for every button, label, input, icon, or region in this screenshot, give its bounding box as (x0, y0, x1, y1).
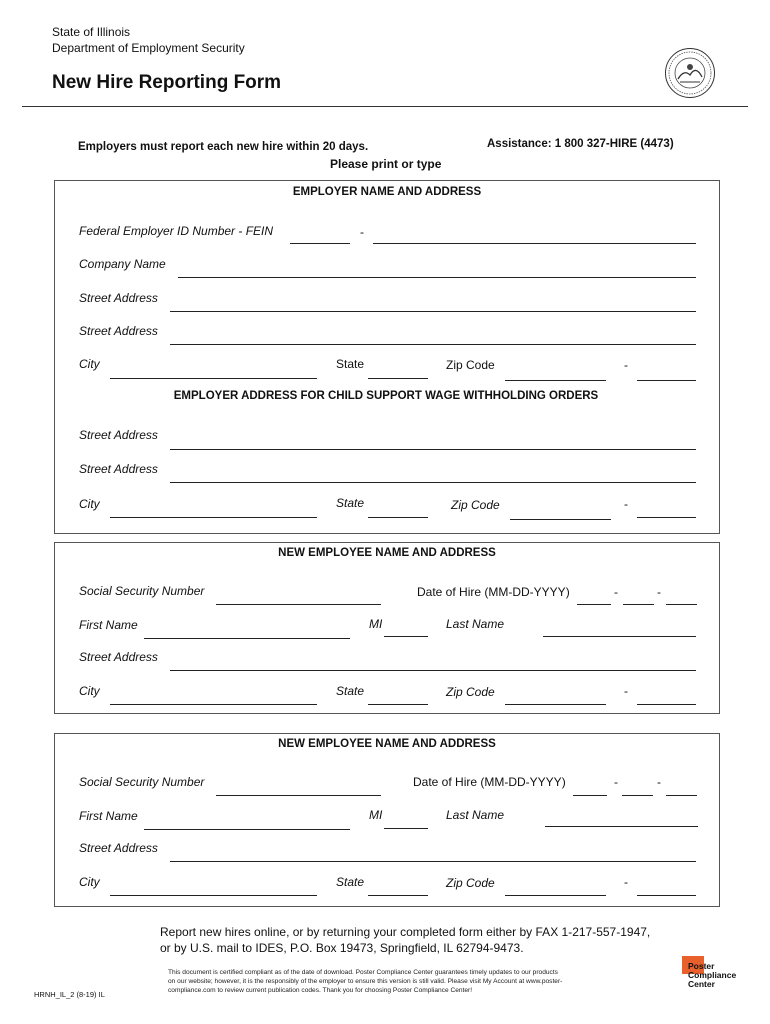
employee-city-label-1: City (79, 684, 100, 698)
child-support-heading: EMPLOYER ADDRESS FOR CHILD SUPPORT WAGE WITHHOLDING ORDERS (173, 390, 599, 402)
fein-suffix-field[interactable] (373, 243, 696, 244)
submission-instructions-line1: Report new hires online, or by returning your completed form either by FAX 1-217-557-1947, (160, 925, 651, 939)
employee-city-field-2[interactable] (110, 895, 317, 896)
ssn-field-1[interactable] (216, 604, 381, 605)
employee-state-field-2[interactable] (368, 895, 428, 896)
child-city-label: City (79, 497, 100, 511)
employee-street-field-2[interactable] (170, 861, 696, 862)
disclaimer-line3: compliance.com to review current publication codes. Thank you for choosing Poster Compliance Center! (168, 987, 473, 994)
employee-city-field-1[interactable] (110, 704, 317, 705)
last-name-field-2[interactable] (545, 826, 698, 827)
header-rule (22, 106, 748, 107)
city-field[interactable] (110, 378, 317, 379)
employee-city-label-2: City (79, 875, 100, 889)
employee-zip-label-1: Zip Code (446, 685, 495, 699)
employee-street-label-1: Street Address (79, 650, 158, 664)
street-address-2-field[interactable] (170, 344, 696, 345)
assistance-phone: Assistance: 1 800 327-HIRE (4473) (487, 138, 674, 150)
state-label: State (336, 357, 365, 371)
poster-compliance-logo (682, 956, 742, 1006)
hire-day-field-1[interactable] (623, 604, 654, 605)
form-title: New Hire Reporting Form (52, 72, 282, 93)
company-name-field[interactable] (178, 277, 696, 278)
employee-zip-dash-1: - (624, 684, 628, 698)
child-street-address-2-label: Street Address (79, 462, 158, 476)
employee-zip-field-2[interactable] (505, 895, 606, 896)
disclaimer-line2: on our website; however, it is the responsibly of the employer to ensure this version is still valid. Please visit My Account at www.poster- (168, 978, 563, 985)
employee-street-field-1[interactable] (170, 670, 696, 671)
state-name: State of Illinois (52, 25, 131, 39)
first-name-field-1[interactable] (144, 638, 350, 639)
logo-line2: Compliance (688, 970, 737, 980)
employee-zip-extension-field-2[interactable] (637, 895, 696, 896)
child-state-field[interactable] (368, 517, 428, 518)
zip-dash: - (624, 358, 628, 372)
fein-dash: - (360, 225, 364, 239)
street-address-label: Street Address (79, 291, 158, 305)
company-name-label: Company Name (79, 257, 166, 271)
ssn-label-1: Social Security Number (79, 584, 205, 598)
first-name-label-1: First Name (79, 618, 138, 632)
employee-state-label-2: State (336, 875, 365, 889)
fein-prefix-field[interactable] (290, 243, 350, 244)
report-notice: Employers must report each new hire within 20 days. (78, 141, 369, 153)
state-seal-icon (664, 47, 716, 99)
child-state-label: State (336, 496, 365, 510)
child-zip-code-label: Zip Code (451, 498, 500, 512)
first-name-label-2: First Name (79, 809, 138, 823)
employee-zip-extension-field-1[interactable] (637, 704, 696, 705)
hire-month-field-1[interactable] (577, 604, 611, 605)
first-name-field-2[interactable] (144, 829, 350, 830)
employee-heading-2: NEW EMPLOYEE NAME AND ADDRESS (278, 738, 496, 750)
mi-label-1: MI (369, 617, 383, 631)
hire-year-field-2[interactable] (666, 795, 697, 796)
state-field[interactable] (368, 378, 428, 379)
employer-heading: EMPLOYER NAME AND ADDRESS (292, 186, 482, 198)
last-name-label-1: Last Name (446, 617, 505, 631)
hire-dash-b-2: - (657, 775, 661, 789)
zip-code-label: Zip Code (446, 358, 495, 372)
form-code: HRNH_IL_2 (8-19) IL (34, 990, 105, 999)
ssn-field-2[interactable] (216, 795, 381, 796)
child-zip-code-field[interactable] (510, 519, 611, 520)
child-street-address-label: Street Address (79, 428, 158, 442)
employee-street-label-2: Street Address (79, 841, 158, 855)
submission-instructions-line2: or by U.S. mail to IDES, P.O. Box 19473, Springfield, IL 62794-9473. (160, 941, 524, 955)
employee-state-field-1[interactable] (368, 704, 428, 705)
employee-zip-dash-2: - (624, 875, 628, 889)
ssn-label-2: Social Security Number (79, 775, 205, 789)
hire-date-label-2: Date of Hire (MM-DD-YYYY) (413, 775, 566, 789)
child-zip-extension-field[interactable] (637, 517, 696, 518)
last-name-field-1[interactable] (543, 636, 696, 637)
logo-line3: Center (688, 979, 715, 989)
last-name-label-2: Last Name (446, 808, 505, 822)
street-address-field[interactable] (170, 311, 696, 312)
mi-field-2[interactable] (384, 828, 428, 829)
hire-dash-a-2: - (614, 775, 618, 789)
hire-month-field-2[interactable] (573, 795, 607, 796)
logo-line1: Poster (688, 961, 715, 971)
employee-zip-field-1[interactable] (505, 704, 606, 705)
employee-zip-label-2: Zip Code (446, 876, 495, 890)
employee-state-label-1: State (336, 684, 365, 698)
employee-section-1 (54, 542, 720, 714)
hire-year-field-1[interactable] (666, 604, 697, 605)
child-city-field[interactable] (110, 517, 317, 518)
disclaimer-line1: This document is certified compliant as of the date of download. Poster Compliance Center guarantees timely updates to our products (168, 969, 558, 976)
child-zip-dash: - (624, 497, 628, 511)
fein-label: Federal Employer ID Number - FEIN (79, 224, 274, 238)
hire-dash-a-1: - (614, 585, 618, 599)
employee-section-2 (54, 733, 720, 907)
department-name: Department of Employment Security (52, 41, 245, 55)
street-address-2-label: Street Address (79, 324, 158, 338)
employee-heading-1: NEW EMPLOYEE NAME AND ADDRESS (278, 547, 496, 559)
zip-extension-field[interactable] (637, 380, 696, 381)
hire-dash-b-1: - (657, 585, 661, 599)
hire-date-label-1: Date of Hire (MM-DD-YYYY) (417, 585, 570, 599)
print-instruction: Please print or type (330, 157, 442, 171)
child-street-address-2-field[interactable] (170, 482, 696, 483)
child-street-address-field[interactable] (170, 449, 696, 450)
hire-day-field-2[interactable] (622, 795, 653, 796)
city-label: City (79, 357, 100, 371)
mi-label-2: MI (369, 808, 383, 822)
mi-field-1[interactable] (384, 636, 428, 637)
zip-code-field[interactable] (505, 380, 606, 381)
